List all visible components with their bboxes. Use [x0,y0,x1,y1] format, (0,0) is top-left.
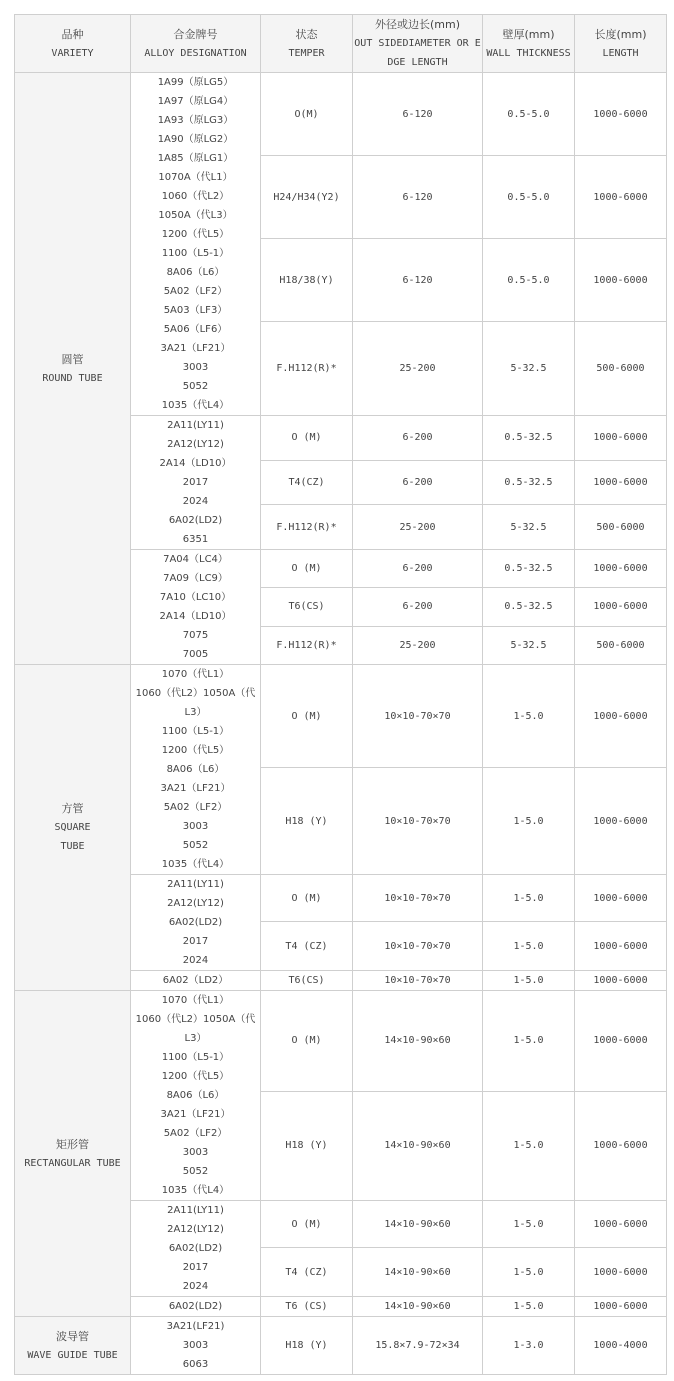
od-cell: 15.8×7.9-72×34 [353,1317,483,1375]
length-cell: 1000-6000 [575,665,667,768]
wall-thickness-cell: 0.5-5.0 [483,73,575,156]
temper-cell: H18 (Y) [261,768,353,875]
alloy-designation: 2024 [182,496,209,507]
header-alloy [131,15,261,73]
variety-cn: 方管 [61,802,84,815]
temper-cell: O (M) [261,1201,353,1248]
variety-cn: 圆管 [61,352,84,366]
header-od-en: OUT SIDEDIAMETER OR E DGE LENGTH [354,38,481,68]
alloy-designation: 2A14（LD10） [159,611,232,622]
alloy-designation: 3A21（LF21） [160,1109,231,1120]
alloy-designation: 6063 [182,1359,209,1370]
od-cell: 6-200 [353,460,483,505]
alloy-designation: 7075 [182,630,209,641]
length-cell: 1000-6000 [575,875,667,922]
od-cell: 25-200 [353,626,483,664]
alloy-designation: L3） [184,1033,207,1044]
length-cell: 1000-6000 [575,1248,667,1297]
header-length-en: LENGTH [602,47,639,59]
od-cell: 10×10-70×70 [353,875,483,922]
alloy-designation: 3003 [182,1340,209,1351]
table-row [15,991,667,1092]
temper-cell: O (M) [261,550,353,588]
temper-cell: H24/H34(Y2) [261,156,353,239]
od-cell: 6-200 [353,588,483,626]
header-variety [15,15,131,73]
alloy-designation: 7A10（LC10） [159,592,232,603]
alloy-designation: 1035（代L4） [161,400,230,411]
temper-cell: T6(CS) [261,588,353,626]
od-cell: 14×10-90×60 [353,1201,483,1248]
wall-thickness-cell: 1-5.0 [483,665,575,768]
alloy-designation: 5052 [182,1166,209,1177]
alloy-designation: 1A99（原LG5） [157,77,234,88]
alloy-cell [131,416,261,550]
alloy-designation: 8A06（L6） [166,267,225,278]
wall-thickness-cell: 0.5-32.5 [483,550,575,588]
alloy-designation: 2017 [182,477,209,488]
length-cell: 1000-6000 [575,550,667,588]
alloy-designation: 8A06（L6） [166,764,225,775]
length-cell: 500-6000 [575,505,667,550]
header-od [353,15,483,73]
alloy-designation: 8A06（L6） [166,1090,225,1101]
od-cell: 25-200 [353,505,483,550]
length-cell: 1000-6000 [575,416,667,461]
temper-cell: H18 (Y) [261,1091,353,1200]
length-cell: 1000-6000 [575,156,667,239]
length-cell: 1000-6000 [575,73,667,156]
alloy-cell [131,550,261,665]
header-temper-en: TEMPER [288,47,325,59]
alloy-cell [131,1201,261,1297]
alloy-designation: 3A21(LF21) [166,1321,225,1332]
alloy-cell [131,971,261,991]
od-cell: 10×10-70×70 [353,922,483,971]
header-od-cn: 外径或边长(mm) [374,18,460,31]
alloy-designation: 7A04（LC4） [163,554,228,565]
alloy-designation: 1A93（原LG3） [157,115,234,126]
temper-cell: O (M) [261,416,353,461]
od-cell: 6-200 [353,416,483,461]
alloy-designation: 3003 [182,821,209,832]
wall-thickness-cell: 0.5-32.5 [483,588,575,626]
alloy-designation: 6A02(LD2) [168,1301,223,1312]
alloy-designation: 6351 [182,534,209,545]
alloy-cell [131,991,261,1201]
alloy-designation: 1200（代L5） [161,229,230,240]
od-cell: 10×10-70×70 [353,971,483,991]
alloy-designation: 5A02（LF2） [163,802,228,813]
wall-thickness-cell: 1-5.0 [483,1297,575,1317]
alloy-designation: L3） [184,707,207,718]
wall-thickness-cell: 0.5-5.0 [483,156,575,239]
alloy-designation: 1060（代L2）1050A（代 [135,688,256,699]
alloy-designation: 3003 [182,362,209,373]
alloy-designation: 2A11(LY11) [167,879,224,890]
variety-cell [15,665,131,991]
variety-en: SQUARE TUBE [54,822,91,852]
alloy-designation: 2A12(LY12) [167,898,224,909]
alloy-designation: 2A11(LY11) [167,1205,224,1216]
table-body [15,73,667,1375]
header-wall [483,15,575,73]
alloy-designation: 3003 [182,1147,209,1158]
temper-cell: T6(CS) [261,971,353,991]
wall-thickness-cell: 0.5-32.5 [483,460,575,505]
header-alloy-en: ALLOY DESIGNATION [144,47,247,59]
temper-cell: O (M) [261,665,353,768]
table-row [15,1317,667,1375]
variety-cell [15,991,131,1317]
length-cell: 500-6000 [575,322,667,416]
alloy-designation: 1060（代L2） [161,191,230,202]
alloy-designation: 2A12(LY12) [167,439,224,450]
temper-cell: F.H112(R)* [261,505,353,550]
length-cell: 1000-6000 [575,460,667,505]
alloy-designation: 7005 [182,649,209,660]
alloy-designation: 1060（代L2）1050A（代 [135,1014,256,1025]
alloy-designation: 5A02（LF2） [163,286,228,297]
alloy-designation: 1035（代L4） [161,1185,230,1196]
alloy-designation: 1035（代L4） [161,859,230,870]
temper-cell: H18/38(Y) [261,239,353,322]
alloy-designation: 5A02（LF2） [163,1128,228,1139]
alloy-designation: 2017 [182,1262,209,1273]
od-cell: 10×10-70×70 [353,768,483,875]
od-cell: 6-120 [353,239,483,322]
variety-en: ROUND TUBE [42,372,103,384]
alloy-designation: 3A21（LF21） [160,783,231,794]
header-variety-cn: 品种 [61,27,84,41]
alloy-designation: 1100（L5-1） [161,1052,230,1063]
alloy-designation: 1A97（原LG4） [157,96,234,107]
od-cell: 6-120 [353,156,483,239]
od-cell: 6-120 [353,73,483,156]
od-cell: 10×10-70×70 [353,665,483,768]
length-cell: 1000-6000 [575,1297,667,1317]
alloy-designation: 2024 [182,955,209,966]
temper-cell: O (M) [261,991,353,1092]
length-cell: 1000-6000 [575,971,667,991]
od-cell: 14×10-90×60 [353,1297,483,1317]
length-cell: 1000-6000 [575,239,667,322]
temper-cell: T4 (CZ) [261,1248,353,1297]
alloy-designation: 2A12(LY12) [167,1224,224,1235]
variety-cell [15,73,131,665]
header-temper-cn: 状态 [295,27,318,41]
alloy-designation: 1070A（代L1） [158,172,233,183]
wall-thickness-cell: 0.5-5.0 [483,239,575,322]
length-cell: 1000-6000 [575,1201,667,1248]
alloy-designation: 5A03（LF3） [163,305,228,316]
variety-cell [15,1317,131,1375]
variety-cn: 矩形管 [56,1137,89,1151]
header-wall-en: WALL THICKNESS [486,47,571,59]
od-cell: 14×10-90×60 [353,1091,483,1200]
alloy-designation: 7A09（LC9） [163,573,228,584]
table-row [15,73,667,156]
alloy-designation: 6A02（LD2） [162,975,229,986]
od-cell: 14×10-90×60 [353,1248,483,1297]
length-cell: 1000-6000 [575,922,667,971]
alloy-designation: 1070（代L1） [161,669,230,680]
alloy-cell [131,875,261,971]
wall-thickness-cell: 1-5.0 [483,991,575,1092]
alloy-designation: 2A14（LD10） [159,458,232,469]
alloy-designation: 2017 [182,936,209,947]
wall-thickness-cell: 1-5.0 [483,768,575,875]
alloy-cell [131,1297,261,1317]
temper-cell: O (M) [261,875,353,922]
header-length [575,15,667,73]
temper-cell: F.H112(R)* [261,322,353,416]
alloy-cell [131,73,261,416]
wall-thickness-cell: 5-32.5 [483,322,575,416]
alloy-designation: 6A02(LD2) [168,515,223,526]
header-variety-en: VARIETY [51,47,94,59]
wall-thickness-cell: 5-32.5 [483,626,575,664]
temper-cell: T6 (CS) [261,1297,353,1317]
temper-cell: F.H112(R)* [261,626,353,664]
alloy-designation: 1200（代L5） [161,745,230,756]
alloy-cell [131,1317,261,1375]
alloy-designation: 1100（L5-1） [161,726,230,737]
wall-thickness-cell: 5-32.5 [483,505,575,550]
variety-en: RECTANGULAR TUBE [24,1157,121,1169]
length-cell: 1000-6000 [575,991,667,1092]
alloy-designation: 6A02(LD2) [168,1243,223,1254]
alloy-designation: 1A90（原LG2） [157,134,234,145]
wall-thickness-cell: 1-5.0 [483,922,575,971]
wall-thickness-cell: 0.5-32.5 [483,416,575,461]
wall-thickness-cell: 1-5.0 [483,971,575,991]
length-cell: 1000-6000 [575,768,667,875]
length-cell: 1000-4000 [575,1317,667,1375]
alloy-designation: 1070（代L1） [161,995,230,1006]
wall-thickness-cell: 1-5.0 [483,1091,575,1200]
header-row [15,15,667,73]
wall-thickness-cell: 1-5.0 [483,1248,575,1297]
wall-thickness-cell: 1-5.0 [483,1201,575,1248]
header-temper [261,15,353,73]
alloy-designation: 5052 [182,381,209,392]
header-wall-cn: 壁厚(mm) [502,27,555,41]
variety-cn: 波导管 [56,1329,89,1343]
alloy-tube-spec-table [14,14,667,1375]
variety-en: WAVE GUIDE TUBE [27,1349,118,1361]
alloy-designation: 3A21（LF21） [160,343,231,354]
alloy-designation: 6A02(LD2) [168,917,223,928]
length-cell: 1000-6000 [575,588,667,626]
alloy-designation: 5052 [182,840,209,851]
temper-cell: H18 (Y) [261,1317,353,1375]
header-length-cn: 长度(mm) [594,27,647,41]
temper-cell: T4(CZ) [261,460,353,505]
alloy-designation: 1200（代L5） [161,1071,230,1082]
wall-thickness-cell: 1-5.0 [483,875,575,922]
od-cell: 25-200 [353,322,483,416]
od-cell: 6-200 [353,550,483,588]
alloy-designation: 2024 [182,1281,209,1292]
temper-cell: T4 (CZ) [261,922,353,971]
od-cell: 14×10-90×60 [353,991,483,1092]
length-cell: 500-6000 [575,626,667,664]
alloy-designation: 1050A（代L3） [158,210,233,221]
table-row [15,665,667,768]
wall-thickness-cell: 1-3.0 [483,1317,575,1375]
temper-cell: O(M) [261,73,353,156]
header-alloy-cn: 合金牌号 [173,27,218,41]
alloy-designation: 1A85（原LG1） [157,153,234,164]
alloy-designation: 2A11(LY11) [167,420,224,431]
alloy-designation: 5A06（LF6） [163,324,228,335]
alloy-designation: 1100（L5-1） [161,248,230,259]
length-cell: 1000-6000 [575,1091,667,1200]
alloy-cell [131,665,261,875]
